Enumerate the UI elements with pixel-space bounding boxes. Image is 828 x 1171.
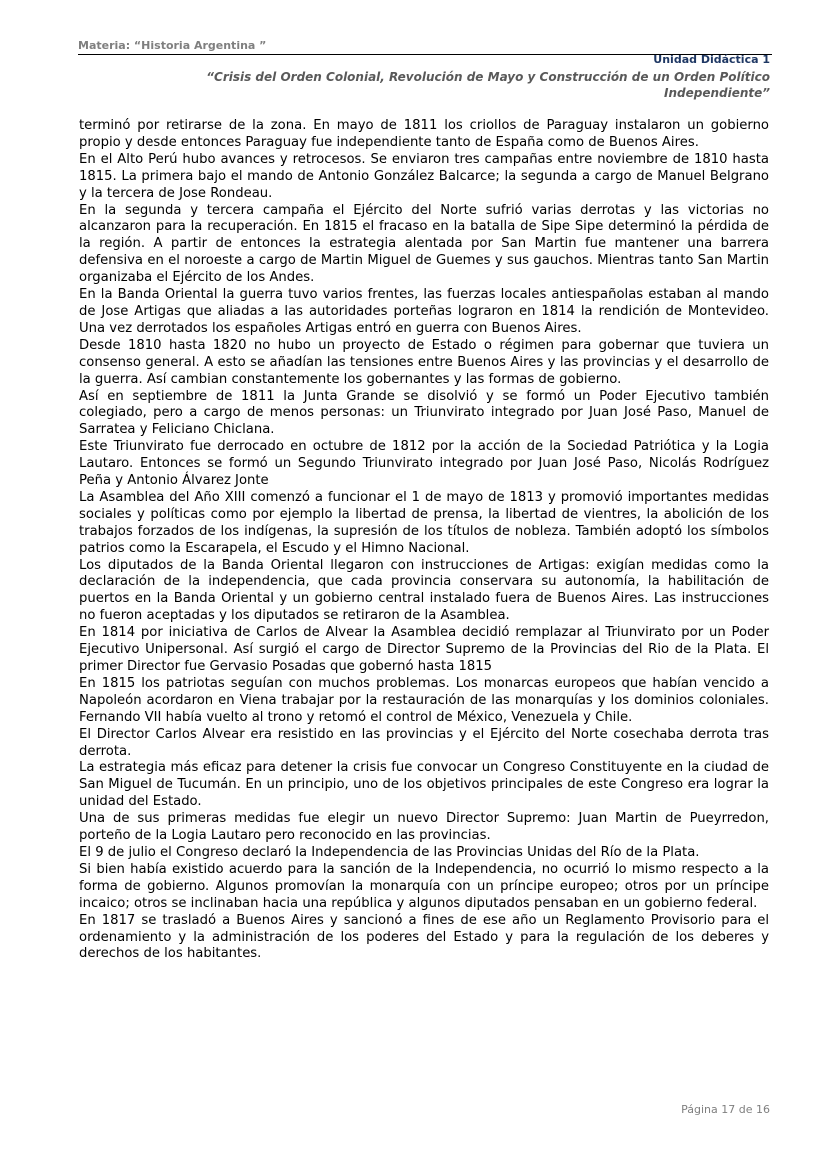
paragraph: En la segunda y tercera campaña el Ejército del Norte sufrió varias derrotas y las victorias no alcanzaron para la recuperación. En 1815 el fracaso en la batalla de Sipe Sipe determinó la pérdida de la región. A partir de entonces la estrategia alentada por San Martin fue mantener una barrera defensiva en el noroeste a cargo de Martin Miguel de Guemes y sus gauchos. Mientras tanto San Martin organizaba el Ejército de los Andes.: [79, 202, 769, 286]
paragraph: Si bien había existido acuerdo para la sanción de la Independencia, no ocurrió lo mismo respecto a la forma de gobierno. Algunos promovían la monarquía con un príncipe europeo; otros por un príncipe incaico; otros se inclinaban hacia una república y algunos diputados pensaban en un gobierno federal.: [79, 861, 769, 911]
unit-title-line-2: Independiente”: [664, 86, 770, 100]
paragraph: El 9 de julio el Congreso declaró la Independencia de las Provincias Unidas del Río de la Plata.: [79, 844, 700, 860]
paragraph: Así en septiembre de 1811 la Junta Grande se disolvió y se formó un Poder Ejecutivo también colegiado, pero a cargo de menos personas: un Triunvirato integrado por Juan José Paso, Manuel de Sarratea y Feliciano Chiclana.: [79, 388, 769, 438]
subject-header: Materia: “Historia Argentina ”: [78, 39, 267, 52]
paragraph: En el Alto Perú hubo avances y retrocesos. Se enviaron tres campañas entre noviembre de 1810 hasta 1815. La primera bajo el mando de Antonio González Balcarce; la segunda a cargo de Manuel Belgrano y la tercera de Jose Rondeau.: [79, 151, 769, 201]
unit-title-line-1: “Crisis del Orden Colonial, Revolución de Mayo y Construcción de un Orden Político: [206, 70, 770, 84]
paragraph: En 1814 por iniciativa de Carlos de Alvear la Asamblea decidió remplazar al Triunvirato por un Poder Ejecutivo Unipersonal. Así surgió el cargo de Director Supremo de la Provincias del Rio de la Plata. El primer Director fue Gervasio Posadas que gobernó hasta 1815: [79, 625, 769, 674]
page-number: Página 17 de 16: [681, 1103, 770, 1116]
paragraph: Desde 1810 hasta 1820 no hubo un proyecto de Estado o régimen para gobernar que tuviera un consenso general. A esto se añadían las tensiones entre Buenos Aires y las provincias y el desarrollo de la guerra. Así cambian constantemente los gobernantes y las formas de gobierno.: [79, 337, 769, 387]
paragraph: Una de sus primeras medidas fue elegir un nuevo Director Supremo: Juan Martin de Pueyrredon, porteño de la Logia Lautaro pero reconocido en las provincias.: [79, 811, 769, 844]
body-text: [79, 118, 769, 963]
paragraph: Los diputados de la Banda Oriental llegaron con instrucciones de Artigas: exigían medidas como la declaración de la independencia, que cada provincia conservara su autonomía, la habilitación de puertos en la Banda Oriental y un gobierno central instalado fuera de Buenos Aires. Las instrucciones no fueron aceptadas y los diputados se retiraron de la Asamblea.: [79, 557, 769, 624]
paragraph: Este Triunvirato fue derrocado en octubre de 1812 por la acción de la Sociedad Patriótica y la Logia Lautaro. Entonces se formó un Segundo Triunvirato integrado por Juan José Paso, Nicolás Rodríguez Peña y Antonio Álvarez Jonte: [79, 439, 769, 489]
unit-label: Unidad Didáctica 1: [653, 53, 770, 66]
paragraph: En la Banda Oriental la guerra tuvo varios frentes, las fuerzas locales antiespañolas estaban al mando de Jose Artigas que aliadas a las autoridades porteñas lograron en 1814 la rendición de Montevideo. Una vez derrotados los españoles Artigas entró en guerra con Buenos Aires.: [79, 287, 769, 336]
paragraph: terminó por retirarse de la zona. En mayo de 1811 los criollos de Paraguay instalaron un gobierno propio y desde entonces Paraguay fue independiente tanto de España como de Buenos Aires.: [79, 118, 769, 150]
paragraph: La Asamblea del Año XIII comenzó a funcionar el 1 de mayo de 1813 y promovió importantes medidas sociales y políticas como por ejemplo la libertad de prensa, la libertad de vientres, la abolición de los trabajos forzados de los indígenas, la supresión de los títulos de nobleza. También adoptó los símbolos patrios como la Escarapela, el Escudo y el Himno Nacional.: [79, 489, 769, 556]
paragraph: En 1817 se trasladó a Buenos Aires y sancionó a fines de ese año un Reglamento Provisorio para el ordenamiento y la administración de los poderes del Estado y para la regulación de los deberes y derechos de los habitantes.: [79, 912, 769, 962]
paragraph: El Director Carlos Alvear era resistido en las provincias y el Ejército del Norte cosechaba derrota tras derrota.: [79, 726, 769, 759]
paragraph: En 1815 los patriotas seguían con muchos problemas. Los monarcas europeos que habían vencido a Napoleón acordaron en Viena trabajar por la restauración de las monarquías y los dominios coloniales. Fernando VII había vuelto al trono y retomó el control de México, Venezuela y Chile.: [79, 675, 769, 725]
unit-title: [130, 69, 770, 101]
paragraph: La estrategia más eficaz para detener la crisis fue convocar un Congreso Constituyente en la ciudad de San Miguel de Tucumán. En un principio, uno de los objetivos principales de este Congreso era lograr la unidad del Estado.: [79, 760, 769, 810]
